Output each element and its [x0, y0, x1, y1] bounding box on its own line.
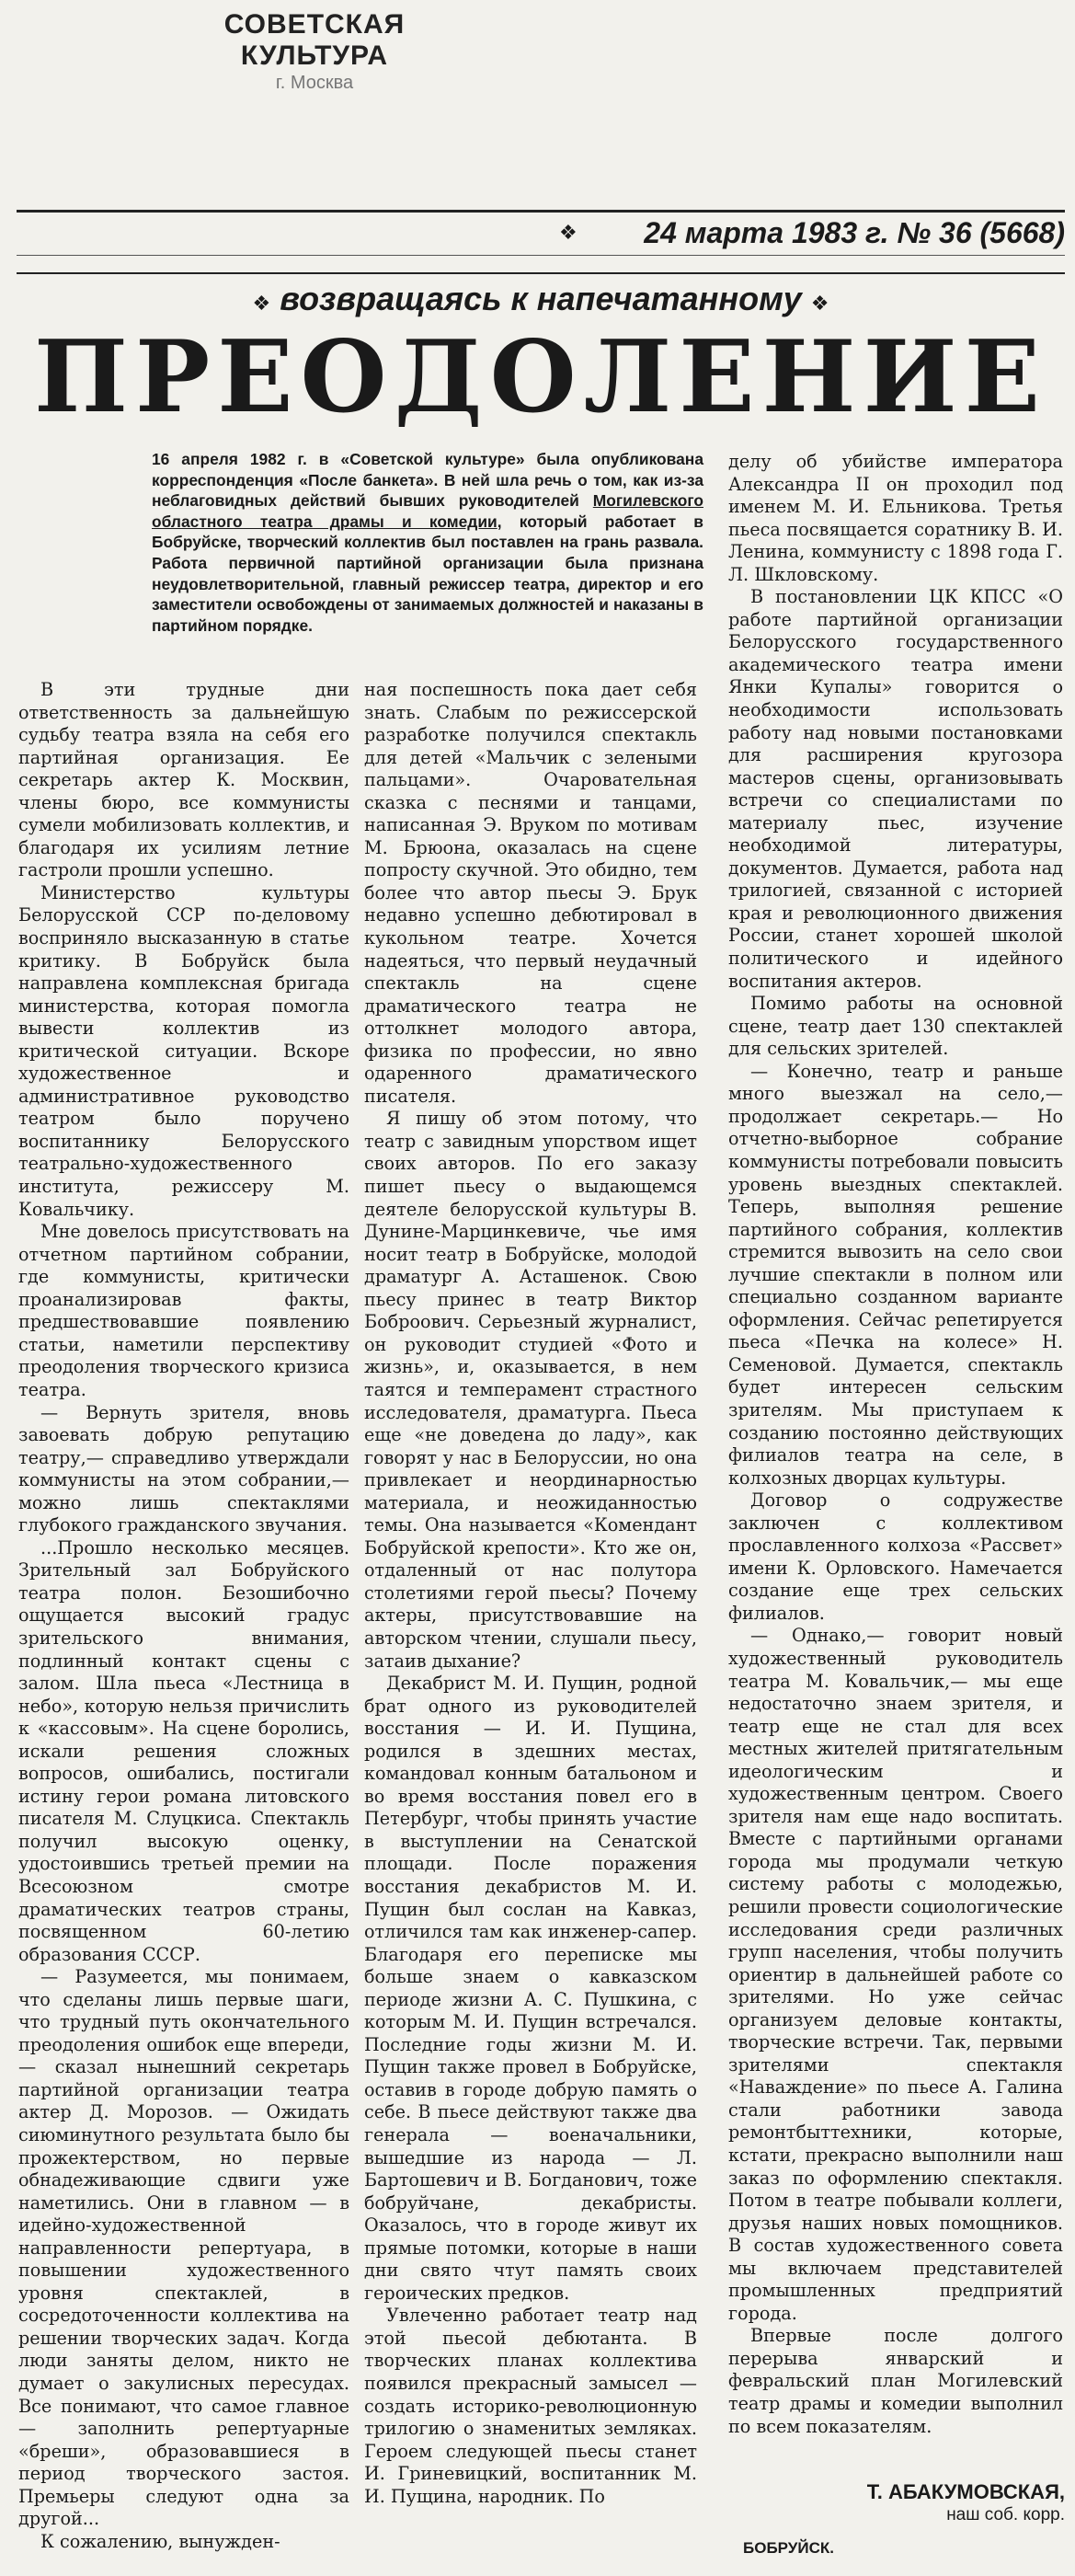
paragraph: ...Прошло несколько месяцев. Зрительный зал Бобруйского театра полон. Безошибочно ощущается высокий градус зрительского внимания, подлинный контакт сцены с залом. Шла пьеса «Лестница в небо», которую нельзя причислить к «кассовым». На сцене боролись, искали решения сложных вопросов, ошибались, постигали истину герои романа литовского писателя М. Слуцкиса. Спектакль получил высокую оценку, удостоившись третьей премии на Всесоюзном смотре драматических театров страны, посвященном 60-летию образования СССР.: [18, 1536, 349, 1965]
diamond-ornament-icon: ❖: [252, 293, 271, 316]
lead-text-before: 16 апреля 1982 г. в «Советской культуре» была опубликована корреспонденция «После банкета». В ней шла речь о том, как из-за неблаговидных действий бывших руководителей: [152, 450, 703, 511]
paragraph: Министерство культуры Белорусской ССР по-деловому восприняло высказанную в статье критику. В Бобруйск была направлена комплексная бригада министерства, которая помогла вывести коллектив из критической ситуации. Вскоре художественное и административное руководство театром было поручено воспитаннику Белорусского театрально-художественного института, режиссеру М. Ковальчику.: [18, 881, 349, 1220]
dateline-place: БОБРУЙСК.: [743, 2539, 834, 2557]
paragraph: Помимо работы на основной сцене, театр дает 130 спектаклей для сельских зрителей.: [728, 993, 1063, 1060]
paragraph: — Вернуть зрителя, вновь завоевать добрую репутацию театру,— справедливо утверждали коммунисты на этом собрании,— можно лишь спектаклями глубокого гражданского звучания.: [18, 1401, 349, 1536]
paragraph: В эти трудные дни ответственность за дальнейшую судьбу театра взяла на себя его партийная организация. Ее секретарь актер К. Москвин, члены бюро, все коммунисты сумели мобилизовать коллектив, и благодаря их усилиям летние гастроли прошли успешно.: [18, 679, 349, 881]
library-stamp: [204, 9, 425, 94]
diamond-ornament-icon: ❖: [810, 293, 829, 316]
diamond-ornament-icon: ❖: [559, 222, 578, 245]
paragraph: ная поспешность пока дает себя знать. Слабым по режиссерской разработке получился спектакль для детей «Мальчик с зелеными пальцами». Очаровательная сказка с песнями и танцами, написанная Э. Вруком по мотивам М. Брюона, оказалась на сцене попросту скучной. Это обидно, тем более что автор пьесы Э. Брук недавно успешно дебютировал в кукольном театре. Хочется надеяться, что первый неудачный спектакль на сцене драматического театра не оттолкнет молодого автора, физика по профессии, но явно одаренного драматического писателя.: [364, 679, 697, 1107]
headline: ПРЕОДОЛЕНИЕ: [34, 319, 1047, 435]
paragraph: Впервые после долгого перерыва январский и февральский план Могилевский театр драмы и комедии выполнил по всем показателям.: [728, 2325, 1063, 2437]
text-column-3: [728, 451, 1063, 2438]
paragraph: К сожалению, вынужден-: [40, 2530, 280, 2552]
paragraph: Мне довелось присутствовать на отчетном партийном собрании, где коммунисты, критически проанализировав факты, предшествовавшие появлению статьи, наметили перспективу преодоления творческого кризиса театра.: [18, 1221, 349, 1400]
paragraph: — Конечно, театр и раньше много выезжал на село,— продолжает секретарь.— Но отчетно-выборное собрание коммунисты потребовали повысить уровень выездных спектаклей. Теперь, выполняя решение партийного собрания, коллектив стремится вывозить на село свои лучшие спектакли в полном или специально созданном варианте оформления. Сейчас репетируется пьеса «Печка на колесе» Н. Семеновой. Думается, спектакль будет интересен сельским зрителям. Мы приступаем к созданию постоянно действующих филиалов театра на селе, в колхозных дворцах культуры.: [728, 1060, 1063, 1489]
author-role: наш соб. корр.: [946, 2505, 1065, 2524]
text-column-2: [364, 679, 697, 2508]
rubric-text: возвращаясь к напечатанному: [280, 280, 802, 317]
paragraph: В постановлении ЦК КПСС «О работе партийной организации Белорусского государственного академического театра имени Янки Купалы» говорится о необходимости использовать работу над новыми постановками для расширения кругозора мастеров сцены, организовывать встречи со специалистами по материалу пьес, изучение необходимой литературы, документов. Думается, работа над трилогией, связанной с историей края и революционного движения России, станет хорошей школой политического и идейного воспитания актеров.: [728, 586, 1063, 992]
top-rule: [17, 272, 1065, 274]
paragraph: делу об убийстве императора Александра II он проходил под именем М. И. Ельникова. Третья пьеса посвящается соратнику В. И. Ленина, коммунисту с 1898 года Г. Л. Шкловскому.: [728, 451, 1063, 585]
lead-underlined-theatre: Могилевского областного театра драмы и комедии: [152, 491, 703, 531]
paragraph: — Однако,— говорит новый художественный руководитель театра М. Ковальчик,— мы еще недостаточно знаем зрителя, и театр еще не стал для всех местных жителей притягательным идеологическим и художественным центром. Своего зрителя нам еще надо воспитать. Вместе с партийными органами города мы продумали четкую систему работы с молодежью, решили провести социологические исследования среди различных групп населения, чтобы получить ориентир в дальнейшей работе со зрителями. Но уже сейчас организуем деловые контакты, творческие встречи. Так, первыми зрителями спектакля «Наваждение» по пьесе А. Галина стали работники завода ремонтбыттехники, которые, кстати, прекрасно выполнили наш заказ по оформлению спектакля. Потом в театре побывали коллеги, друзья наших новых помощников. В состав художественного совета мы включаем представителей промышленных предприятий города.: [728, 1625, 1063, 2324]
author-signature: [743, 2480, 1065, 2526]
stamp-city: г. Москва: [275, 73, 354, 93]
paragraph: Договор о содружестве заключен с коллективом прославленного колхоза «Рассвет» имени К. Орловского. Намечается создание еще трех сельских филиалов.: [728, 1489, 1063, 1624]
stamp-paper-name: СОВЕТСКАЯ КУЛЬТУРА: [223, 9, 406, 71]
author-name: Т. АБАКУМОВСКАЯ,: [866, 2480, 1065, 2503]
paragraph: — Разумеется, мы понимаем, что сделаны лишь первые шаги, что трудный путь окончательного преодоления ошибок еще впереди,— сказал нынешний секретарь партийной организации театра актер Д. Морозов. — Ожидать сиюминутного результата было бы прожектерством, но первые обнадеживающие сдвиги уже наметились. Они в главном — в идейно-художественной направленности репертуара, в повышении художественного уровня спектаклей, в сосредоточенности коллектива на решении творческих задач. Когда люди заняты делом, никто не думает о закулисных пересудах. Все понимают, что самое главное — заполнить репертуарные «бреши», образовавшиеся в период творческого застоя. Премьеры следуют одна за другой...: [18, 1966, 349, 2530]
text-column-1: [18, 679, 349, 2553]
issue-date: 24 марта 1983 г. № 36 (5668): [644, 216, 1065, 249]
lead-paragraph: [152, 449, 703, 636]
paragraph: Увлеченно работает театр над этой пьесой дебютанта. В творческих планах коллектива появился прекрасный замысел — создать историко-революционную трилогию о знаменитых земляках. Героем следующей пьесы станет И. Гриневицкий, воспитанник М. И. Пущина, народник. По: [364, 2305, 697, 2507]
paragraph: Декабрист М. И. Пущин, родной брат одного из руководителей восстания — И. И. Пущина, родился в здешних местах, командовал конным батальоном и во время восстания повел его в Петербург, чтобы принять участие в выступлении на Сенатской площади. После поражения восстания декабристов М. И. Пущин был сослан на Кавказ, отличился там как инженер-сапер. Благодаря его переписке мы больше знаем о кавказском периоде жизни А. С. Пушкина, с которым М. И. Пущин встречался. Последние годы жизни М. И. Пущин также провел в Бобруйске, оставив в городе добрую память о себе. В пьесе действуют также два генерала — военачальники, вышедшие из народа — Л. Бартошевич и В. Богданович, тоже бобруйчане, декабристы. Оказалось, что в городе живут их прямые потомки, которые в наши дни свято чтут память своих героических предков.: [364, 1673, 697, 2304]
paragraph: Я пишу об этом потому, что театр с завидным упорством ищет своих авторов. По его заказу пишет пьесу о выдающемся деятеле белорусской культуры В. Дунине-Марцинкевиче, чье имя носит театр в Бобруйске, молодой драматург А. Асташенок. Свою пьесу принес в театр Виктор Боброович. Серьезный журналист, он руководит студией «Фото и жизнь», и, оказывается, в нем таятся и темперамент страстного исследователя, драматурга. Пьеса еще «не доведена до ладу», как говорят у нас в Белоруссии, но она привлекает и неординарностью материала, и неожиданностью темы. Она называется «Комендант Бобруйской крепости». Кто же он, отдаленный от нас полутора столетиями герой пьесы? Почему актеры, присутствовавшие на авторском чтении, слушали пьесу, затаив дыхание?: [364, 1108, 697, 1672]
dateline-bar: [17, 210, 1065, 256]
lead-text-after: , который работает в Бобруйске, творческий коллектив был поставлен на грань развала. Работа первичной партийной организации была признана неудовлетворительной, главный режиссер театра, директор и его заместители освобождены от занимаемых должностей и наказаны в партийном порядке.: [152, 512, 704, 635]
rubric: [17, 281, 1065, 317]
